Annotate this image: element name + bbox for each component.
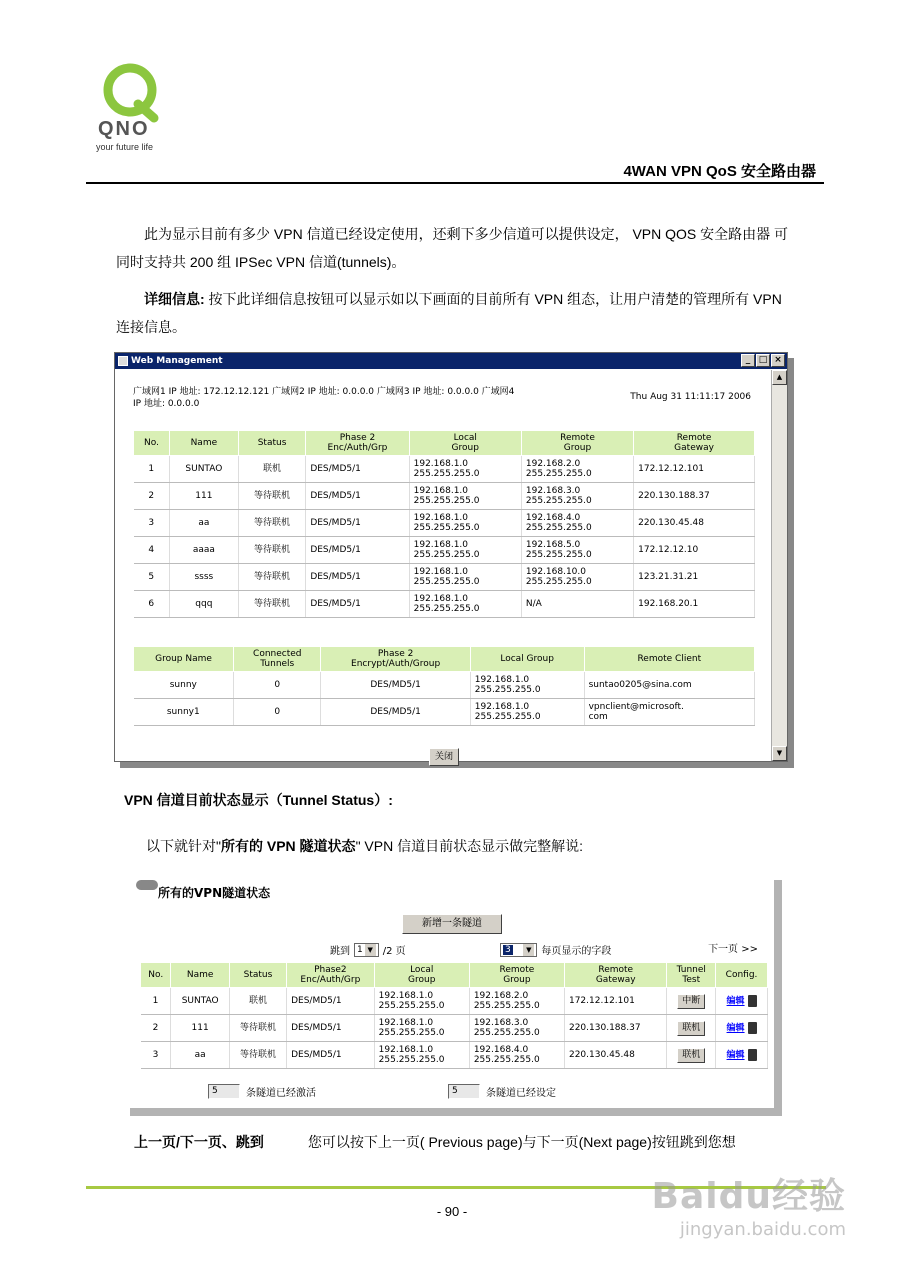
vpn-tunnel-table [133, 430, 755, 618]
status-header-0: No. [141, 963, 171, 988]
chevron-down-icon: ▼ [523, 944, 534, 956]
group-cell: sunny1 [134, 699, 234, 726]
intro-text-a: 以下就针对" [146, 838, 221, 854]
maximize-icon[interactable]: □ [756, 354, 770, 367]
group-cell: 192.168.1.0 255.255.255.0 [470, 699, 584, 726]
paragraph-channel-summary: 此为显示目前有多少 VPN 信道已经设定使用，还剩下多少信道可以提供设定， VPN QOS 安全路由器 可同时支持共 200 组 IPSec VPN 信道(tunnels)。 [116, 226, 789, 270]
status-cell: 2 [141, 1015, 171, 1042]
tunnel-cell: 192.168.5.0 255.255.255.0 [521, 537, 633, 564]
tunnel-cell: 等待联机 [238, 510, 306, 537]
prev-next-text: 您可以按下上一页( Previous page)与下一页(Next page)按钮跳到您想 [307, 1134, 736, 1150]
tunnel-cell: 192.168.1.0 255.255.255.0 [409, 564, 521, 591]
status-cell: 172.12.12.101 [564, 988, 666, 1015]
status-cell: 111 [171, 1015, 229, 1042]
close-icon[interactable]: × [771, 354, 785, 367]
page-number: - 90 - [436, 1204, 468, 1219]
tunnel-cell: DES/MD5/1 [306, 483, 409, 510]
trash-icon[interactable] [748, 1049, 757, 1061]
minimize-icon[interactable]: _ [741, 354, 755, 367]
tunnel-header-3: Phase 2 Enc/Auth/Grp [306, 431, 409, 456]
active-tunnels-count [208, 1084, 316, 1099]
tunnel-status-panel [130, 880, 782, 1116]
per-page-label: 每页显示的字段 [541, 946, 612, 957]
vpn-group-table [133, 646, 755, 726]
page-select-value: 1 [357, 944, 363, 955]
vertical-scrollbar[interactable] [771, 370, 787, 761]
status-cell: 220.130.188.37 [564, 1015, 666, 1042]
tunnel-cell: 123.21.31.21 [634, 564, 755, 591]
tunnel-cell: 192.168.3.0 255.255.255.0 [521, 483, 633, 510]
status-config-cell [716, 988, 768, 1015]
configured-tunnels-count [448, 1084, 556, 1099]
tunnel-header-1: Name [169, 431, 238, 456]
web-management-window [114, 352, 788, 762]
status-config-cell [716, 1015, 768, 1042]
tunnel-cell: 5 [134, 564, 170, 591]
status-cell: 192.168.1.0 255.255.255.0 [374, 1042, 469, 1069]
status-cell [667, 1015, 716, 1042]
group-cell: DES/MD5/1 [321, 699, 470, 726]
tunnel-cell: 172.12.12.101 [634, 456, 755, 483]
jump-label: 跳到 [330, 946, 350, 957]
paragraph-detail-info [116, 285, 796, 341]
status-cell: SUNTAO [171, 988, 229, 1015]
group-row [134, 699, 755, 726]
tunnel-row [134, 591, 755, 618]
status-row [141, 1015, 768, 1042]
tunnel-header-5: Remote Group [521, 431, 633, 456]
status-cell: 220.130.45.48 [564, 1042, 666, 1069]
tunnel-cell: 172.12.12.10 [634, 537, 755, 564]
tunnel-test-button[interactable]: 联机 [677, 1048, 705, 1063]
active-count-label: 条隧道已经激活 [246, 1088, 316, 1099]
group-header-3: Local Group [470, 647, 584, 672]
status-header-2: Status [229, 963, 286, 988]
status-cell: 3 [141, 1042, 171, 1069]
qno-logo [94, 60, 184, 160]
close-button[interactable]: 关闭 [429, 748, 459, 766]
watermark-main: Baidu经验 [651, 1176, 846, 1217]
tunnel-cell: N/A [521, 591, 633, 618]
group-header-4: Remote Client [584, 647, 754, 672]
group-cell: 0 [234, 672, 321, 699]
trash-icon[interactable] [748, 1022, 757, 1034]
group-row [134, 672, 755, 699]
window-app-icon [118, 356, 128, 366]
group-cell: 0 [234, 699, 321, 726]
tunnel-cell: qqq [169, 591, 238, 618]
group-cell: 192.168.1.0 255.255.255.0 [470, 672, 584, 699]
tunnel-header-2: Status [238, 431, 306, 456]
per-page-control [500, 942, 611, 957]
baidu-watermark [652, 1168, 846, 1240]
status-cell: 1 [141, 988, 171, 1015]
document-title: 4WAN VPN QoS 安全路由器 [623, 163, 816, 180]
status-header-4: Local Group [374, 963, 469, 988]
tunnel-cell: 1 [134, 456, 170, 483]
tunnel-status-table [140, 962, 768, 1069]
logo-text: QNO [98, 118, 150, 140]
tunnel-cell: DES/MD5/1 [306, 537, 409, 564]
status-cell: 192.168.3.0 255.255.255.0 [469, 1015, 564, 1042]
status-cell: 192.168.1.0 255.255.255.0 [374, 1015, 469, 1042]
folder-tab-icon [136, 880, 158, 890]
edit-link[interactable]: 编辑 [726, 1050, 745, 1061]
tunnel-cell: 192.168.1.0 255.255.255.0 [409, 591, 521, 618]
tunnel-cell: 等待联机 [238, 537, 306, 564]
tunnel-cell: 192.168.1.0 255.255.255.0 [409, 537, 521, 564]
intro-text-bold: 所有的 VPN 隧道状态 [220, 838, 356, 854]
tunnel-cell: 6 [134, 591, 170, 618]
tunnel-test-button[interactable]: 联机 [677, 1021, 705, 1036]
tunnel-cell: ssss [169, 564, 238, 591]
scroll-down-icon[interactable]: ▼ [772, 746, 787, 761]
wan-ip-line-1: 广域网1 IP 地址: 172.12.12.121 广域网2 IP 地址: 0.0.0.0 广域网3 IP 地址: 0.0.0.0 广域网4 [133, 387, 515, 397]
status-cell [667, 1042, 716, 1069]
tunnel-row [134, 456, 755, 483]
tunnel-cell: 2 [134, 483, 170, 510]
next-page-link[interactable]: 下一页 >> [708, 944, 758, 955]
status-cell: 联机 [229, 988, 286, 1015]
wan-ip-info [133, 386, 653, 410]
tunnel-cell: 192.168.10.0 255.255.255.0 [521, 564, 633, 591]
tunnel-cell: 220.130.45.48 [634, 510, 755, 537]
page-select[interactable] [354, 943, 379, 957]
section-heading-tunnel-status: VPN 信道目前状态显示（Tunnel Status）: [124, 792, 393, 808]
header-divider [86, 182, 824, 184]
status-header-8: Config. [716, 963, 768, 988]
prev-next-label: 上一页/下一页、跳到 [134, 1134, 264, 1150]
tunnel-cell: 111 [169, 483, 238, 510]
tunnel-cell: DES/MD5/1 [306, 456, 409, 483]
status-cell: 192.168.2.0 255.255.255.0 [469, 988, 564, 1015]
edit-link[interactable]: 编辑 [726, 996, 745, 1007]
status-header-1: Name [171, 963, 229, 988]
status-cell: 等待联机 [229, 1015, 286, 1042]
tunnel-cell: 192.168.1.0 255.255.255.0 [409, 456, 521, 483]
status-header-5: Remote Group [469, 963, 564, 988]
timestamp: Thu Aug 31 11:11:17 2006 [630, 392, 751, 402]
tunnel-cell: 联机 [238, 456, 306, 483]
tunnel-cell: aa [169, 510, 238, 537]
tunnel-row [134, 537, 755, 564]
status-cell: 192.168.1.0 255.255.255.0 [374, 988, 469, 1015]
tunnel-cell: DES/MD5/1 [306, 564, 409, 591]
tunnel-row [134, 564, 755, 591]
watermark-url: jingyan.baidu.com [679, 1219, 846, 1240]
tunnel-row [134, 483, 755, 510]
tunnel-cell: 192.168.1.0 255.255.255.0 [409, 483, 521, 510]
group-cell: sunny [134, 672, 234, 699]
page-total: /2 页 [382, 946, 406, 957]
tunnel-cell: 192.168.20.1 [634, 591, 755, 618]
paragraph-prev-next [134, 1132, 736, 1152]
window-title-bar [115, 353, 787, 369]
tunnel-header-0: No. [134, 431, 170, 456]
status-config-cell [716, 1042, 768, 1069]
configured-count-field: 5 [448, 1084, 480, 1099]
tunnel-cell: 192.168.2.0 255.255.255.0 [521, 456, 633, 483]
tunnel-cell: 220.130.188.37 [634, 483, 755, 510]
status-cell: DES/MD5/1 [287, 1015, 375, 1042]
intro-text-b: " VPN 信道目前状态显示做完整解说: [355, 838, 583, 854]
group-cell: DES/MD5/1 [321, 672, 470, 699]
group-header-1: Connected Tunnels [234, 647, 321, 672]
per-page-select[interactable] [500, 943, 537, 957]
wan-ip-line-2: IP 地址: 0.0.0.0 [133, 399, 200, 409]
tunnel-cell: DES/MD5/1 [306, 591, 409, 618]
jump-to-page [330, 942, 406, 957]
scroll-up-icon[interactable]: ▲ [772, 370, 787, 385]
tunnel-cell: 4 [134, 537, 170, 564]
group-header-0: Group Name [134, 647, 234, 672]
tunnel-cell: SUNTAO [169, 456, 238, 483]
tunnel-cell: DES/MD5/1 [306, 510, 409, 537]
status-cell: aa [171, 1042, 229, 1069]
tunnel-header-6: Remote Gateway [634, 431, 755, 456]
tunnel-row [134, 510, 755, 537]
detail-info-text: 按下此详细信息按钮可以显示如以下画面的目前所有 VPN 组态，让用户清楚的管理所有 VPN 连接信息。 [116, 291, 782, 335]
tunnel-cell: 等待联机 [238, 564, 306, 591]
edit-link[interactable]: 编辑 [726, 1023, 745, 1034]
tunnel-cell: 等待联机 [238, 591, 306, 618]
group-header-2: Phase 2 Encrypt/Auth/Group [321, 647, 470, 672]
status-header-6: Remote Gateway [564, 963, 666, 988]
active-count-field: 5 [208, 1084, 240, 1099]
status-cell [667, 988, 716, 1015]
status-header-3: Phase2 Enc/Auth/Grp [287, 963, 375, 988]
status-row [141, 988, 768, 1015]
configured-count-label: 条隧道已经设定 [486, 1088, 556, 1099]
status-cell: 等待联机 [229, 1042, 286, 1069]
per-page-value: 3 [505, 944, 511, 955]
status-cell: DES/MD5/1 [287, 988, 375, 1015]
tunnel-test-button[interactable]: 中断 [677, 994, 705, 1009]
status-cell: 192.168.4.0 255.255.255.0 [469, 1042, 564, 1069]
window-title: Web Management [131, 356, 223, 366]
tunnel-status-title: 所有的VPN隧道状态 [158, 886, 271, 900]
tunnel-cell: 192.168.4.0 255.255.255.0 [521, 510, 633, 537]
paragraph-tunnel-status-intro [146, 832, 826, 860]
tunnel-cell: 等待联机 [238, 483, 306, 510]
logo-tagline: your future life [96, 142, 154, 152]
group-cell: vpnclient@microsoft. com [584, 699, 754, 726]
group-cell: suntao0205@sina.com [584, 672, 754, 699]
tunnel-cell: 192.168.1.0 255.255.255.0 [409, 510, 521, 537]
tunnel-cell: 3 [134, 510, 170, 537]
tunnel-cell: aaaa [169, 537, 238, 564]
status-row [141, 1042, 768, 1069]
tunnel-header-4: Local Group [409, 431, 521, 456]
add-tunnel-button[interactable]: 新增一条隧道 [402, 914, 502, 934]
status-cell: DES/MD5/1 [287, 1042, 375, 1069]
status-header-7: Tunnel Test [667, 963, 716, 988]
detail-info-label: 详细信息: [144, 291, 205, 307]
trash-icon[interactable] [748, 995, 757, 1007]
chevron-down-icon: ▼ [365, 944, 376, 956]
